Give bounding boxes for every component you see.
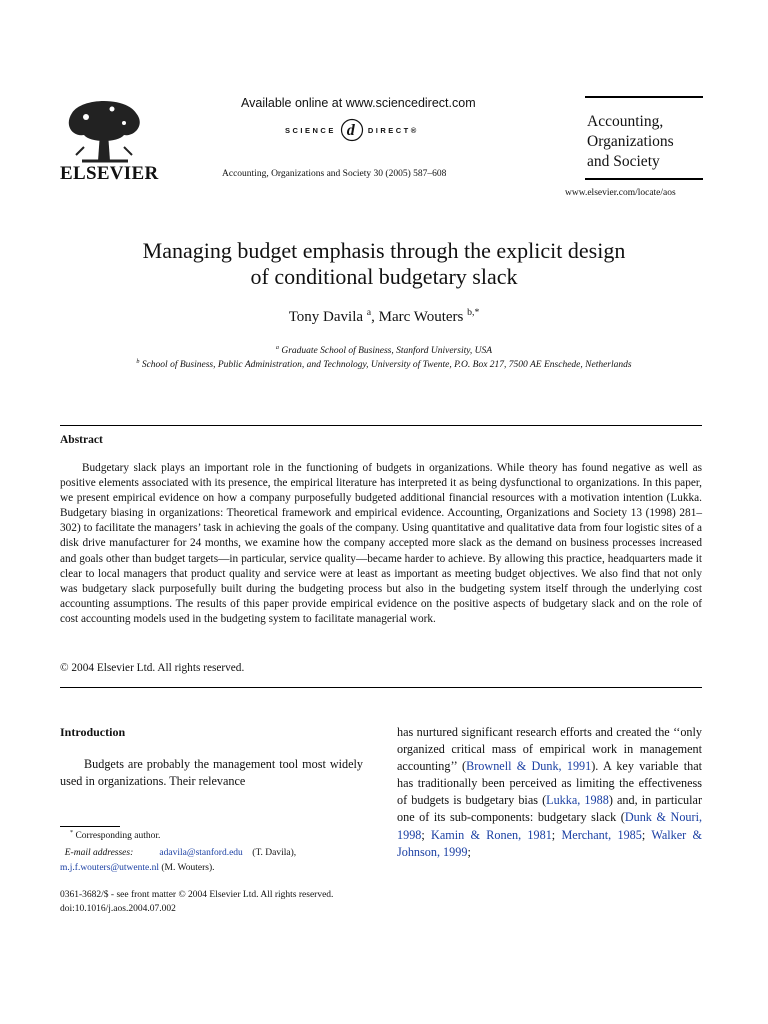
available-online-text[interactable]: Available online at www.sciencedirect.com [241, 96, 476, 110]
citation-link[interactable]: Lukka, 1988 [546, 793, 609, 808]
affiliation-sup: b [136, 359, 140, 365]
sd-left-word: SCIENCE [285, 125, 336, 135]
article-title [0, 238, 768, 290]
author-name: Tony Davila [288, 309, 364, 325]
journal-title-line-2: Organizations [587, 133, 674, 150]
sd-right-word: DIRECT [367, 125, 411, 135]
elsevier-tree-logo-icon [62, 95, 146, 167]
publisher-name: ELSEVIER [60, 163, 159, 184]
citation-link[interactable]: Brownell & Dunk, 1991 [466, 759, 592, 774]
article-title-line-2: of conditional budgetary slack [250, 264, 518, 289]
right-column-text [397, 724, 702, 861]
email-label: E-mail addresses: [64, 848, 134, 858]
email-link[interactable]: m.j.f.wouters@utwente.nl [60, 863, 159, 873]
email-link[interactable]: adavila@stanford.edu [159, 848, 243, 858]
doi-text[interactable]: doi:10.1016/j.aos.2004.07.002 [60, 904, 176, 914]
journal-title-line-3: and Society [587, 153, 660, 170]
journal-title-line-1: Accounting, [587, 113, 664, 130]
sciencedirect-logo[interactable] [285, 117, 419, 143]
journal-title [587, 112, 674, 172]
author-list [0, 307, 768, 326]
sd-registered-mark: ® [410, 125, 419, 135]
introduction-text: Budgets are probably the management tool most widely used in organizations. Their relevance [60, 757, 363, 788]
abstract-copyright: © 2004 Elsevier Ltd. All rights reserved. [60, 662, 245, 674]
journal-url[interactable]: www.elsevier.com/locate/aos [565, 188, 676, 198]
citation-link[interactable]: Dunk & Nouri, 1998 [397, 810, 702, 842]
abstract-rule-top [60, 425, 702, 426]
body-text: ; [551, 827, 562, 842]
author-affiliation-sup: b,* [467, 307, 480, 318]
footnote-rule [60, 826, 120, 827]
corresponding-author-note [60, 830, 160, 841]
author-separator: , [371, 309, 379, 325]
citation-link[interactable]: Kamin & Ronen, 1981 [431, 827, 552, 842]
corresponding-author-text: Corresponding author. [75, 831, 161, 842]
introduction-heading: Introduction [60, 725, 126, 739]
article-title-line-1: Managing budget emphasis through the explicit design [142, 238, 626, 263]
body-text: ; [421, 827, 432, 842]
email-owner: (M. Wouters). [161, 863, 215, 873]
citation-link[interactable]: Walker & Johnson, 1999 [397, 827, 702, 859]
body-text: has nurtured significant research efforts and created the ‘‘only organized critical mass of empirical work in management accounting’’ ( [397, 725, 702, 774]
author-affiliation-sup: a [366, 307, 372, 318]
svg-text:d: d [346, 122, 358, 139]
journal-title-rule-bottom [585, 178, 703, 180]
front-matter-rights: 0361-3682/$ - see front matter © 2004 Elsevier Ltd. All rights reserved. [60, 890, 334, 900]
abstract-text: Budgetary slack plays an important role in the functioning of budgets in organizations. While theory has found negative as well as positive elements associated with its presence, the empirical literature has interpreted it as being dysfunctional to organizations. In this paper, we present empirical evidence on how a company purposefully budgeted additional financial resources with a motivation intention (Lukka. Budgetary biasing in organizations: Theoretical framework and empirical evidence. Accounting, Organizations and Society 13 (1998) 281–302) to facilitate the managers’ task in achieving the goals of the company. Using quantitative and qualitative data from four logistic sites of a disk drive manufacturer for 24 months, we examine how the company accepted more slack as the demand on business processes increased and goals other than budget targets—in particular, service quality—became harder to achieve. By allowing this practice, headquarters made it clear to local managers that product quality and service were at least as important as meeting budget objectives. We also find that not only was budgetary slack purposefully built during the budgeting process but also in the budgeting system itself through the underlying cost accounting assumptions. The results of this paper provide empirical evidence on the positive aspects of budgetary slack and on the role of cost accounting models used in the budgeting system to facilitate managerial work. [60, 462, 702, 625]
affiliation-text: Graduate School of Business, Stanford University, USA [281, 346, 493, 357]
abstract-rule-bottom [60, 687, 702, 688]
affiliation-b [0, 359, 768, 370]
affiliation-text: School of Business, Public Administration, and Technology, University of Twente, P.O. Box 217, 7500 AE Enschede, Netherlands [141, 360, 632, 371]
author-name: Marc Wouters [378, 309, 464, 325]
affiliation-a [0, 345, 768, 356]
abstract-heading: Abstract [60, 434, 103, 446]
journal-title-rule-top [585, 96, 703, 98]
body-text: ). A key variable that has traditionally been perceived as limiting the effectiveness of budgets is budgetary bias ( [397, 759, 702, 808]
body-text: ; [641, 827, 652, 842]
body-text: ) and, in particular one of its sub-components: budgetary slack ( [397, 793, 702, 825]
body-text: ; [467, 844, 471, 859]
sciencedirect-d-icon [340, 118, 364, 142]
email-addresses-note [60, 846, 363, 876]
journal-reference: Accounting, Organizations and Society 30 (2005) 587–608 [222, 169, 447, 179]
email-owner: (T. Davila), [252, 848, 297, 858]
affiliation-sup: a [275, 345, 279, 351]
citation-link[interactable]: Merchant, 1985 [561, 827, 642, 842]
footnote-star: * [70, 830, 74, 836]
